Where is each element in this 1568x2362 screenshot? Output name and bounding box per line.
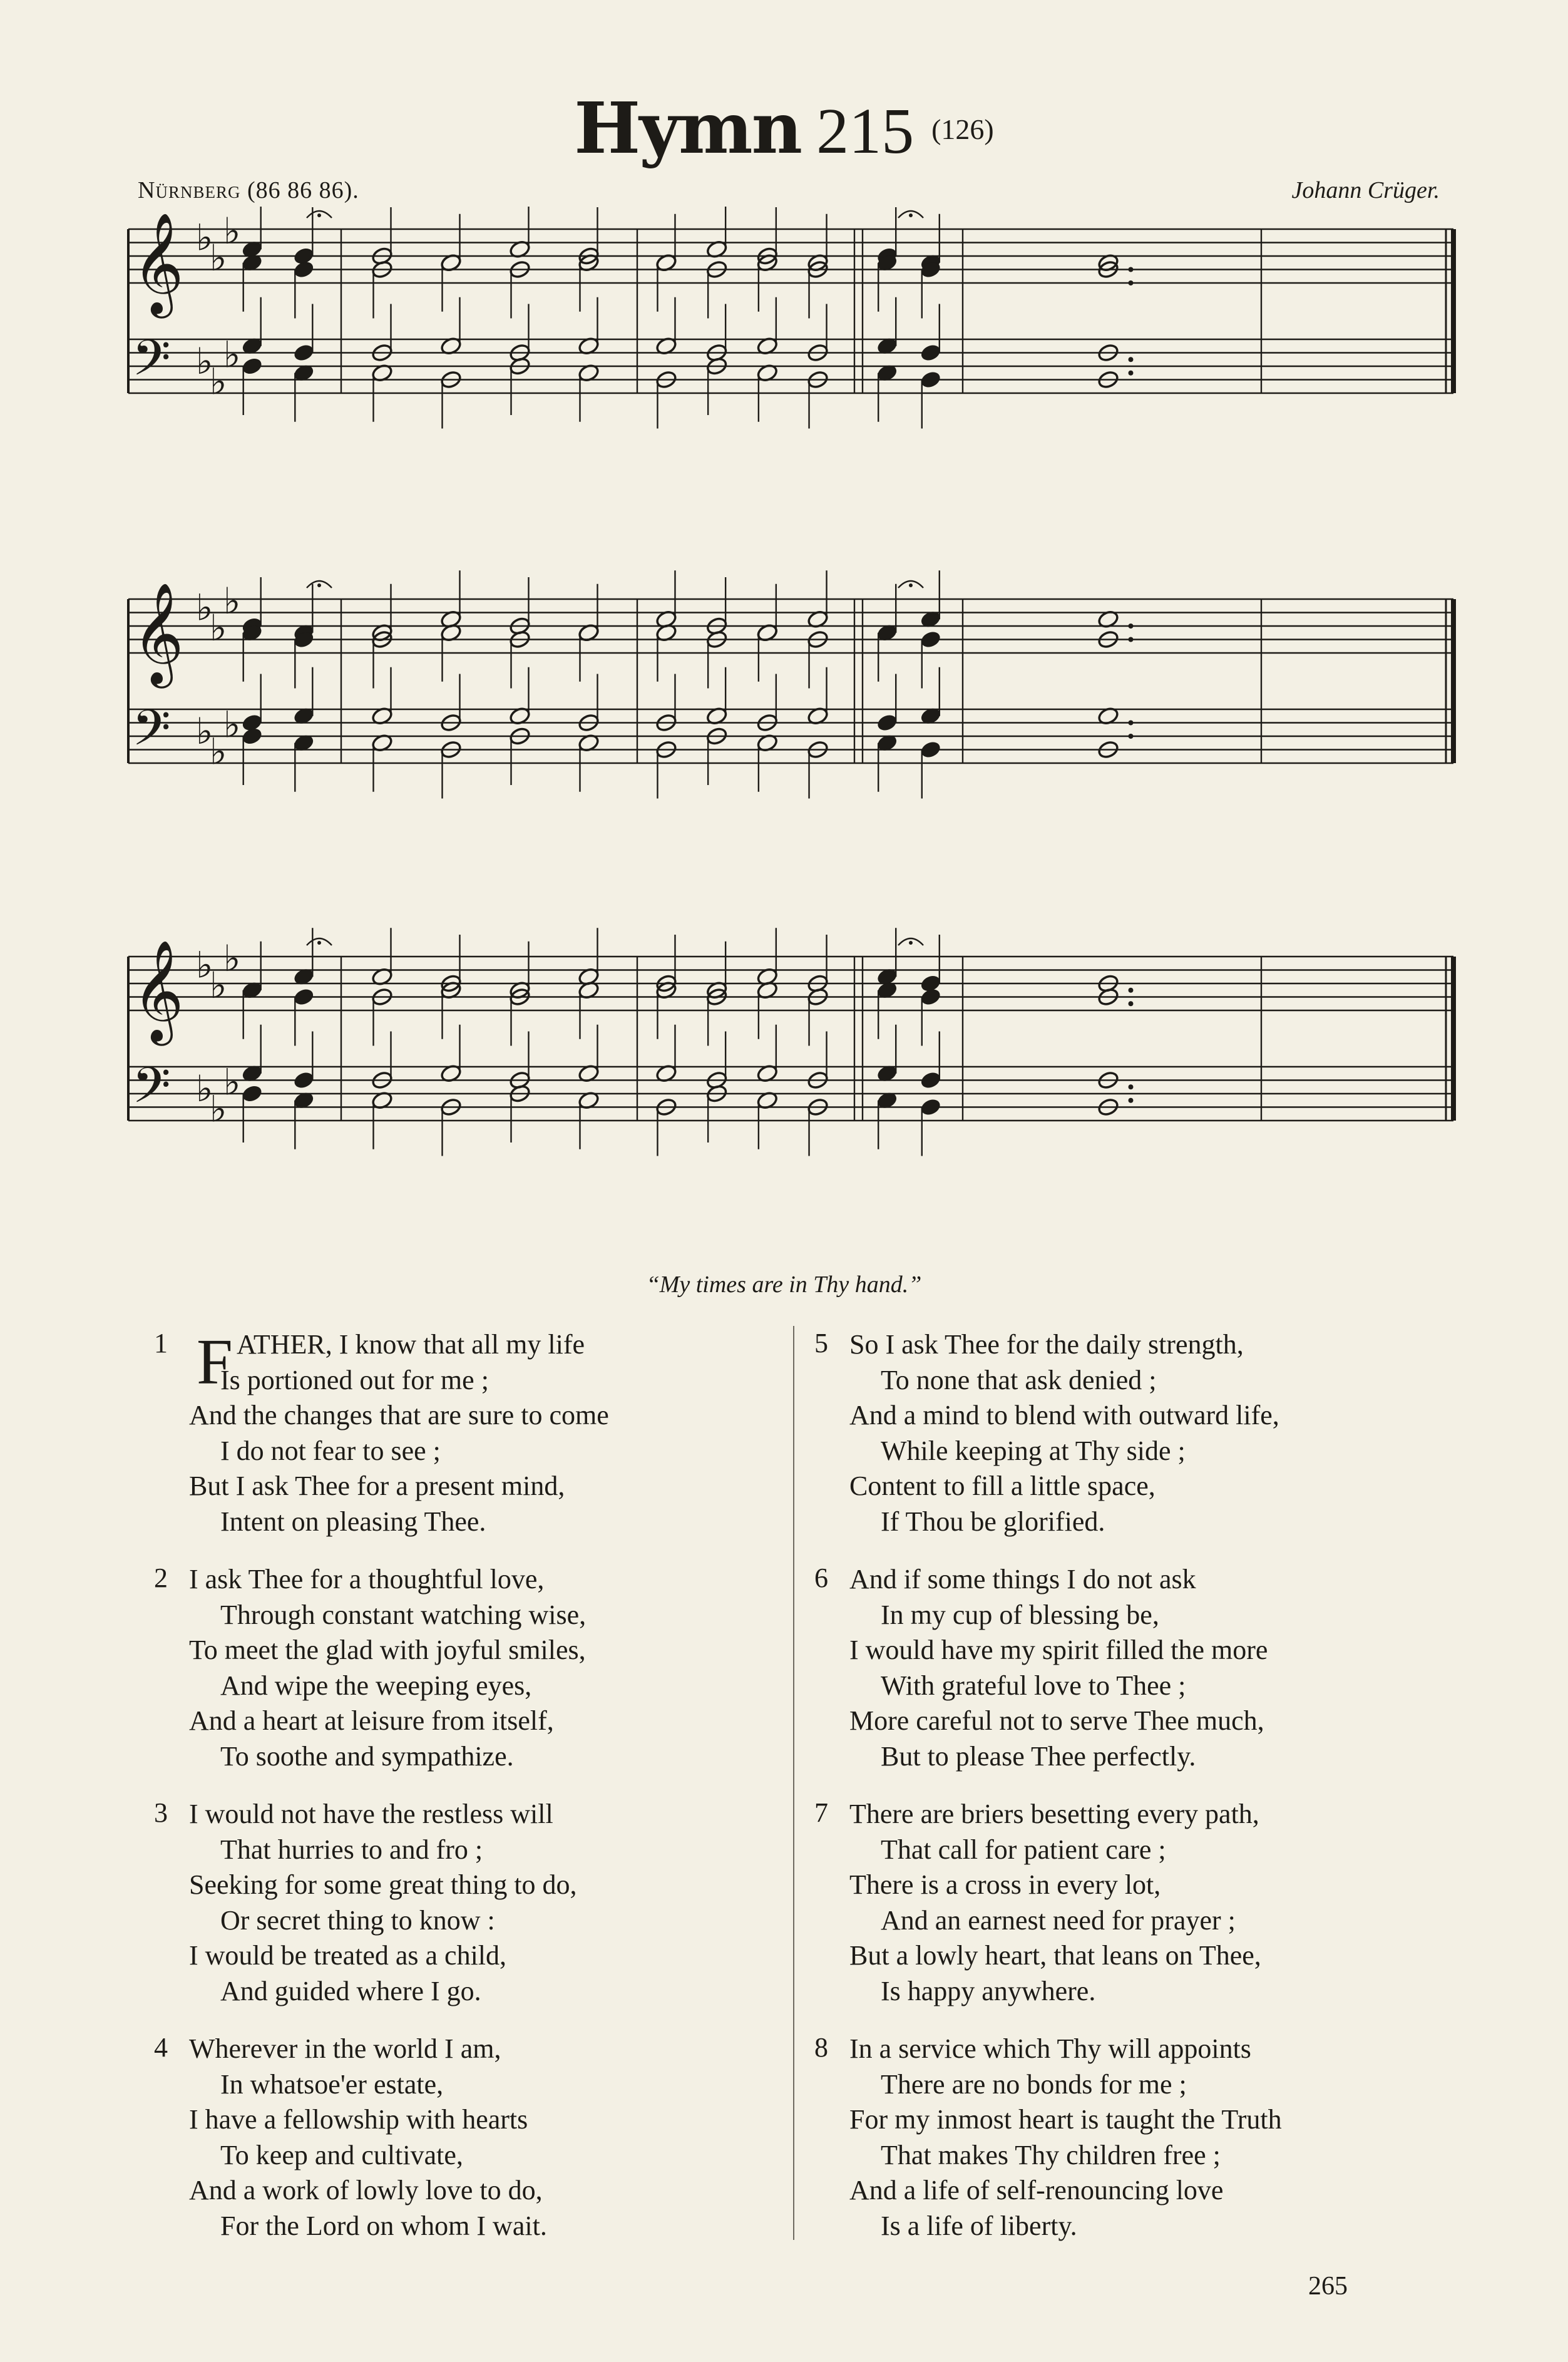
verse-line: I ask Thee for a thoughtful love,: [189, 1564, 545, 1594]
verse-line: To none that ask denied ;: [881, 1364, 1157, 1395]
composer: Johann Crüger.: [1291, 177, 1440, 203]
verse-line: To keep and cultivate,: [220, 2139, 463, 2170]
verse-line: And wipe the weeping eyes,: [220, 1670, 532, 1701]
verse-number: 8: [814, 2032, 828, 2063]
repeat-dot: [1129, 637, 1134, 642]
bass-note: [241, 356, 264, 376]
repeat-dot: [1129, 1001, 1134, 1006]
drop-cap-letter: F: [197, 1326, 233, 1398]
verse-line: For my inmost heart is taught the Truth: [849, 2104, 1282, 2135]
repeat-dot: [1129, 624, 1134, 629]
verse-number: 5: [814, 1328, 828, 1358]
verse-line: While keeping at Thy side ;: [881, 1435, 1186, 1466]
repeat-dot: [1129, 1084, 1134, 1089]
alto-note: [292, 987, 315, 1007]
verse-line: And if some things I do not ask: [849, 1564, 1196, 1594]
flat-sign: ♭: [210, 236, 227, 279]
verse-line: I would have my spirit filled the more: [849, 1635, 1268, 1665]
verse-line: ATHER, I know that all my life: [237, 1329, 585, 1360]
verse-line: With grateful love to Thee ;: [881, 1670, 1186, 1701]
original-hymn-number: (126): [931, 113, 994, 145]
bass-clef: 𝄢: [132, 699, 171, 769]
verse-number: 3: [154, 1797, 168, 1828]
verse-line: I would not have the restless will: [189, 1799, 553, 1829]
verse-line: Is portioned out for me ;: [220, 1364, 489, 1395]
verse-line: I do not fear to see ;: [220, 1435, 441, 1466]
verse-line: Seeking for some great thing to do,: [189, 1869, 577, 1900]
verse-line: For the Lord on whom I wait.: [220, 2210, 547, 2241]
flat-sign: ♭: [196, 710, 213, 752]
verse-line: But a lowly heart, that leans on Thee,: [849, 1940, 1261, 1971]
hymn-title: [0, 88, 1568, 170]
repeat-dot: [1129, 371, 1134, 376]
treble-clef: 𝄞: [132, 212, 184, 314]
verse-number: 4: [154, 2032, 168, 2063]
verse-line: If Thou be glorified.: [881, 1506, 1105, 1537]
alto-note: [920, 987, 942, 1007]
repeat-dot: [1129, 1098, 1134, 1103]
verse-line: Content to fill a little space,: [849, 1471, 1156, 1501]
bass-note: [920, 370, 942, 390]
verse: [156, 1327, 820, 1539]
music-score: [0, 207, 1568, 1271]
repeat-dot: [1129, 357, 1134, 362]
verse-line: In a service which Thy will appoints: [849, 2033, 1251, 2064]
fermata-dot: [909, 941, 913, 945]
verse-line: There are briers besetting every path,: [849, 1799, 1259, 1829]
bass-note: [241, 726, 264, 746]
verse-line: Is happy anywhere.: [881, 1975, 1096, 2006]
flat-sign: ♭: [196, 586, 213, 629]
hymn-number: 215: [816, 95, 915, 167]
bass-clef: 𝄢: [132, 329, 171, 399]
fermata-dot: [909, 583, 913, 587]
verse-line: Through constant watching wise,: [220, 1599, 587, 1630]
flat-sign: ♭: [196, 340, 213, 383]
verse-line: Wherever in the world I am,: [189, 2033, 501, 2064]
repeat-dot: [1129, 734, 1134, 739]
flat-sign: ♭: [223, 333, 241, 376]
verses-right-column: [814, 1327, 1480, 2266]
verse-number: 6: [814, 1563, 828, 1593]
verse-line: That hurries to and fro ;: [220, 1834, 483, 1865]
verse-line: And guided where I go.: [220, 1975, 481, 2006]
fermata-dot: [317, 213, 321, 217]
flat-sign: ♭: [210, 606, 227, 649]
verse-line: I have a fellowship with hearts: [189, 2104, 528, 2135]
alto-note: [920, 630, 942, 650]
hymn-motto: “My times are in Thy hand.”: [646, 1271, 922, 1298]
bass-note: [241, 1084, 264, 1104]
flat-sign: ♭: [223, 579, 241, 622]
flat-sign: ♭: [210, 360, 227, 403]
verse: [814, 1327, 1480, 1539]
verse-line: And a mind to blend with outward life,: [849, 1400, 1279, 1430]
flat-sign: ♭: [223, 1060, 241, 1104]
tune-name: Nürnberg (86 86 86).: [138, 177, 359, 203]
flat-sign: ♭: [210, 730, 227, 773]
verse-line: Intent on pleasing Thee.: [220, 1506, 486, 1537]
flat-sign: ♭: [196, 943, 213, 987]
verse: [156, 1562, 820, 1774]
treble-clef: 𝄞: [132, 582, 184, 684]
repeat-dot: [1129, 280, 1134, 285]
verse-line: But I ask Thee for a present mind,: [189, 1471, 565, 1501]
verse-line: There is a cross in every lot,: [849, 1869, 1161, 1900]
verse-line: In whatsoe'er estate,: [220, 2068, 444, 2100]
verse-line: I would be treated as a child,: [189, 1940, 507, 1971]
verse: [814, 1562, 1480, 1774]
verse-line: That makes Thy children free ;: [881, 2139, 1221, 2170]
verse-number: 2: [154, 1563, 168, 1593]
verse-line: Is a life of liberty.: [881, 2210, 1077, 2241]
repeat-dot: [1129, 988, 1134, 993]
flat-sign: ♭: [196, 216, 213, 259]
tenor-note: [292, 1071, 315, 1091]
flat-sign: ♭: [223, 209, 241, 252]
repeat-dot: [1129, 267, 1134, 272]
verse-line: To meet the glad with joyful smiles,: [189, 1635, 586, 1665]
tenor-note: [920, 343, 942, 363]
verse-line: So I ask Thee for the daily strength,: [849, 1329, 1244, 1360]
tenor-note: [876, 713, 898, 733]
verse-line: And the changes that are sure to come: [189, 1400, 609, 1430]
verse-line: And a work of lowly love to do,: [189, 2175, 543, 2205]
tenor-note: [920, 1071, 942, 1091]
flat-sign: ♭: [210, 963, 227, 1007]
verse: [814, 2031, 1480, 2244]
fermata-dot: [317, 941, 321, 945]
title-word: Hymn: [574, 88, 802, 170]
verse-line: That call for patient care ;: [881, 1834, 1166, 1865]
verse-line: Or secret thing to know :: [220, 1904, 495, 1936]
verse: [814, 1797, 1480, 2009]
flat-sign: ♭: [196, 1067, 213, 1110]
flat-sign: ♭: [223, 703, 241, 746]
repeat-dot: [1129, 721, 1134, 726]
fermata-dot: [909, 213, 913, 217]
alto-note: [292, 260, 315, 280]
flat-sign: ♭: [210, 1087, 227, 1131]
fermata-dot: [317, 583, 321, 587]
verse-line: There are no bonds for me ;: [881, 2068, 1187, 2100]
verse-number: 1: [154, 1328, 168, 1358]
verse-line: And an earnest need for prayer ;: [881, 1904, 1236, 1936]
verse-line: More careful not to serve Thee much,: [849, 1705, 1264, 1736]
verse: [156, 1797, 820, 2009]
verse-line: And a heart at leisure from itself,: [189, 1705, 554, 1736]
flat-sign: ♭: [223, 937, 241, 980]
verse-line: To soothe and sympathize.: [220, 1740, 514, 1772]
treble-clef: 𝄞: [132, 940, 184, 1042]
verse-line: And a life of self-renouncing love: [849, 2175, 1224, 2205]
verses-left-column: [156, 1327, 820, 2266]
verse-line: But to please Thee perfectly.: [881, 1740, 1196, 1772]
verse: [156, 2031, 820, 2244]
verse-line: In my cup of blessing be,: [881, 1599, 1159, 1630]
bass-note: [920, 1097, 942, 1117]
page-number: 265: [1308, 2272, 1348, 2301]
bass-note: [920, 740, 942, 760]
tenor-note: [292, 343, 315, 363]
verse-number: 7: [814, 1797, 828, 1828]
bass-clef: 𝄢: [132, 1056, 171, 1127]
